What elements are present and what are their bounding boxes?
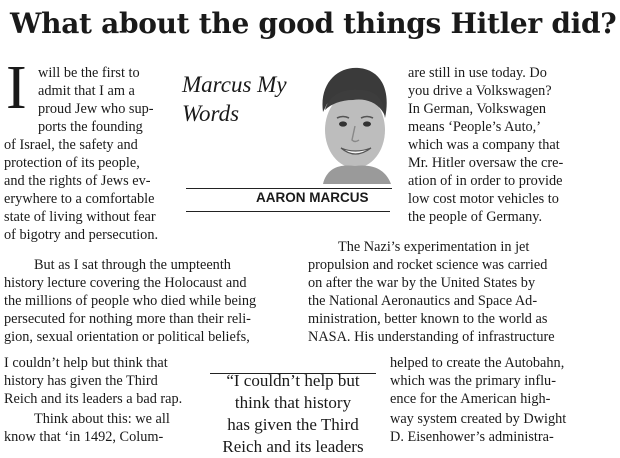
pull-quote-line: think that history: [234, 393, 352, 412]
right-line: are still in use today. Do: [408, 65, 547, 81]
author-name: AARON MARCUS: [256, 190, 369, 205]
drop-cap: I: [6, 54, 27, 122]
left-line: know that ‘in 1492, Colum-: [4, 429, 164, 445]
right-line: In German, Volkswagen: [408, 101, 547, 117]
right-line: helped to create the Autobahn,: [390, 355, 565, 371]
right-line: ation of in order to provide: [408, 173, 563, 189]
right-line: ministration, better known to the world as: [308, 311, 548, 327]
left-line: history has given the Third: [4, 373, 158, 389]
left-line: ports the founding: [38, 119, 143, 135]
right-line: which was the primary influ-: [390, 373, 556, 389]
left-line: history lecture covering the Holocaust and: [4, 275, 247, 291]
right-line: NASA. His understanding of infrastructure: [308, 329, 555, 345]
right-line: D. Eisenhower’s administra-: [390, 429, 554, 445]
left-line: Reich and its leaders a bad rap.: [4, 391, 183, 407]
left-line: proud Jew who sup-: [38, 101, 154, 117]
left-line: erywhere to a comfortable: [4, 191, 155, 207]
left-line: of bigotry and persecution.: [4, 227, 159, 243]
author-rule-bottom: [186, 211, 390, 212]
right-line: Mr. Hitler oversaw the cre-: [408, 155, 564, 171]
left-line: admit that I am a: [38, 83, 135, 99]
left-line: I couldn’t help but think that: [4, 355, 168, 371]
right-line: means ‘People’s Auto,’: [408, 119, 542, 135]
right-line: The Nazi’s experimentation in jet: [338, 239, 530, 255]
left-line: will be the first to: [38, 65, 140, 81]
author-photo: [305, 60, 397, 184]
right-line: low cost motor vehicles to: [408, 191, 559, 207]
left-line: persecuted for nothing more than their reli-: [4, 311, 251, 327]
column-title: Words: [182, 101, 240, 126]
left-line: Think about this: we all: [34, 411, 170, 427]
pull-quote-line: “I couldn’t help but: [226, 371, 360, 390]
right-line: way system created by Dwight: [390, 411, 567, 427]
column-title: Marcus My: [182, 72, 287, 97]
left-line: state of living without fear: [4, 209, 156, 225]
pull-quote-line: has given the Third: [227, 415, 359, 434]
right-line: on after the war by the United States by: [308, 275, 536, 291]
left-line: protection of its people,: [4, 155, 140, 171]
right-line: propulsion and rocket science was carried: [308, 257, 548, 273]
left-line: of Israel, the safety and: [4, 137, 138, 153]
right-line: which was a company that: [408, 137, 560, 153]
left-line: But as I sat through the umpteenth: [34, 257, 231, 273]
author-rule-top: [186, 188, 392, 189]
left-line: and the rights of Jews ev-: [4, 173, 151, 189]
right-line: the National Aeronautics and Space Ad-: [308, 293, 538, 309]
left-line: the millions of people who died while being: [4, 293, 257, 309]
right-line: ence for the American high-: [390, 391, 551, 407]
pull-quote-line: Reich and its leaders: [222, 437, 364, 456]
headline: What about the good things Hitler did?: [10, 7, 617, 40]
left-line: gion, sexual orientation or political beliefs,: [4, 329, 250, 345]
right-line: the people of Germany.: [408, 209, 543, 225]
right-line: you drive a Volkswagen?: [408, 83, 552, 99]
